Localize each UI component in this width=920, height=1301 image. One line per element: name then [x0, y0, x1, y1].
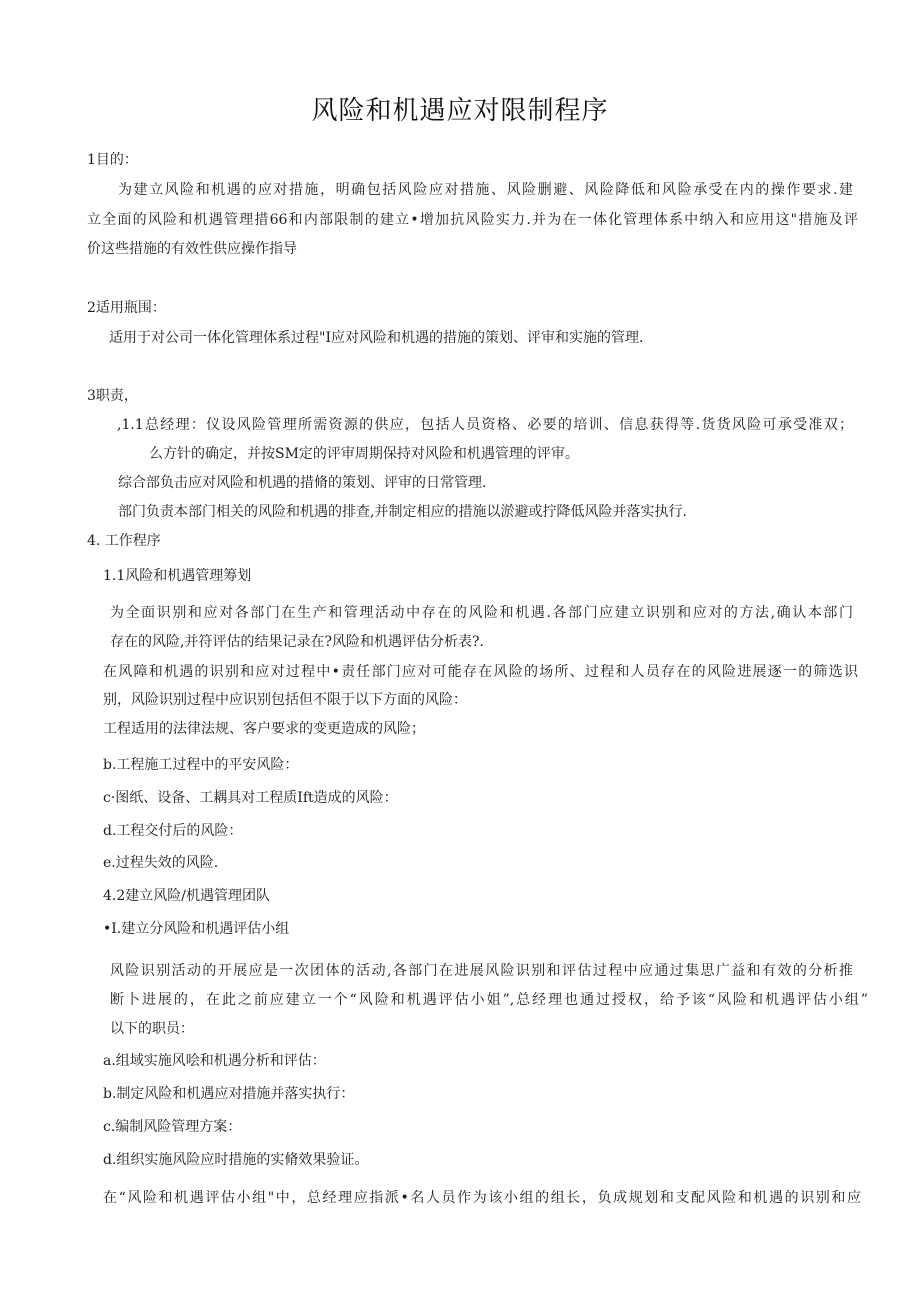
section-4-1-list-item-d: d.工程交付后的风险：	[103, 823, 243, 839]
section-1-paragraph-line-3: 价这些措施的有效性供应操作指导	[87, 241, 297, 257]
section-4-2-paragraph-2-line-1: 在“风险和机遇评估小组"中，总经理应指派•名人员作为该小组的组长，负成规划和支配风险和机遇的识别和应	[103, 1190, 861, 1206]
section-4-1-list-item-c: c·图纸、设备、工耦具对工程质Ift造成的风险：	[103, 790, 398, 806]
section-3-line-3: 综合部负击应对风险和机遇的措脩的策划、评审的日常管理.	[118, 475, 487, 491]
section-2-heading: 2适用瓶围：	[87, 300, 166, 316]
section-3-line-1: ,1.1总经理：仪设风险管理所需资源的供应，包括人员资格、必要的培训、信息获得等.货货风险可承受准双；	[117, 417, 853, 433]
section-4-1-heading: 1.1风险和机遇管理筹划	[103, 568, 252, 584]
section-4-2-paragraph-1-line-1: 风险识别活动的开展应是一次团体的活动,各部门在进展风险识别和评估过程中应通过集思广益和有效的分析推	[110, 963, 853, 979]
section-3-line-2: 么方针的确定，并按SM定的评审周期保持对风险和机遇管理的评审。	[149, 446, 579, 462]
section-1-heading: 1目的：	[87, 152, 138, 168]
section-4-2-list-item-c: c.编制风险管理方案：	[103, 1119, 242, 1135]
document-title: 风险和机遇应对限制程序	[311, 96, 609, 126]
section-4-2-list-item-d: d.组织实施风险应时措施的实脩效果验证。	[103, 1152, 369, 1168]
section-4-2-list-item-a: a.组域实施风哙和机遇分析和评估：	[103, 1053, 326, 1069]
section-4-1-paragraph-2-line-1: 在风障和机遇的识别和应对过程中•责任部门应对可能存在风险的场所、过程和人员存在的风险进展逐一的筛选识	[103, 664, 858, 680]
section-4-2-heading: 4.2建立风险/机遇管理团队	[103, 888, 270, 904]
section-4-1-paragraph-2-line-2: 别，风险识别过程中应识别包括但不限于以下方面的风险：	[103, 692, 467, 708]
section-2-paragraph: 适用于对公司一体化管理体系过程"I应对风险和机遇的措施的策划、评审和实施的管理.	[109, 330, 644, 346]
section-4-1-paragraph-1-line-2: 存在的风险,并符评估的结果记录在?风险和机遇评估分析表?.	[110, 634, 484, 650]
section-4-heading: 4. 工作程序	[87, 533, 161, 549]
section-3-line-4: 部门负责本部门相关的风险和机遇的排查,并制定相应的措施以淤避或拧降低风险并落实执行.	[118, 504, 687, 520]
section-4-1-list-item-e: e.过程失效的风险.	[103, 855, 219, 871]
section-1-paragraph-line-2: 立全面的风险和机遇管理措66和内部限制的建立•增加抗风险实力.并为在一体化管理体系中纳入和应用这"措施及评	[87, 212, 858, 228]
section-4-2-list-item-b: b.制定风险和机遇应对措施并落实执行：	[103, 1086, 355, 1102]
section-4-2-paragraph-1-line-3: 以下的职员：	[110, 1021, 194, 1037]
section-4-1-list-item-b: b.工程施工过程中的平安风险：	[103, 757, 299, 773]
section-1-paragraph-line-1: 为建立风险和机遇的应对措施，明确包括风险应对措施、风险删避、风险降低和风险承受在内的操作要求.建	[118, 182, 853, 198]
section-4-1-paragraph-1-line-1: 为全面识别和应对各部门在生产和管理活动中存在的风险和机遇.各部门应建立识别和应对的方法,确认本部门	[110, 605, 853, 621]
section-3-heading: 3职责，	[87, 388, 138, 404]
section-4-2-1-heading: •I.建立分风险和机遇评估小组	[103, 921, 290, 937]
section-4-2-paragraph-1-line-2: 断卜进展的，在此之前应建立一个“风险和机遇评估小姐”,总经理也通过授权，给予该“风险和机遇评估小组”	[110, 992, 868, 1008]
section-4-1-list-item-a: 工程适用的法律法规、客户要求的变更造成的风险；	[103, 721, 425, 737]
